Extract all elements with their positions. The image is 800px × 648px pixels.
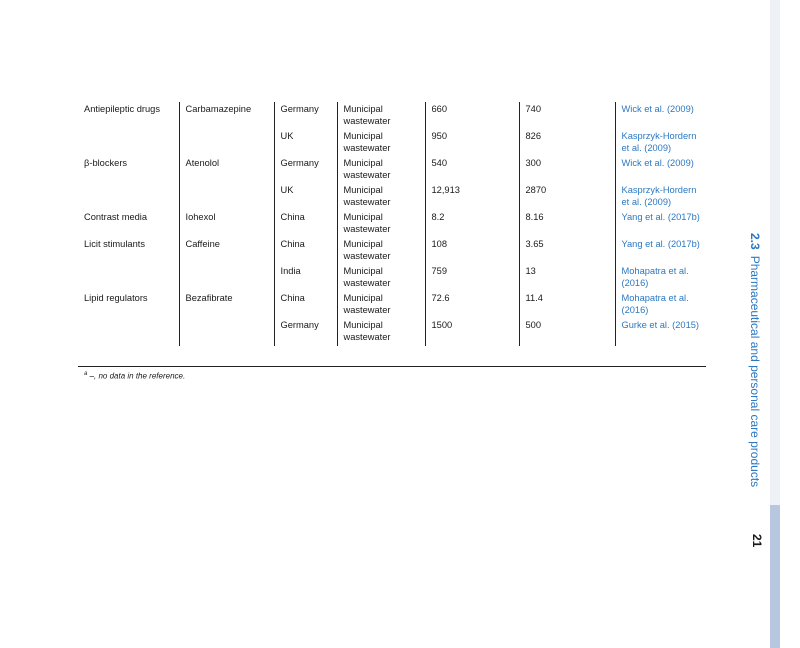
country-cell: UK [274,129,337,156]
table-row [78,318,706,346]
table-row [78,183,706,210]
compound-cell: Atenolol [179,156,274,183]
compound-cell: Carbamazepine [179,102,274,129]
compound-cell [179,318,274,346]
country-cell: UK [274,183,337,210]
value-b-cell: 740 [519,102,615,129]
category-cell [78,318,179,346]
country-cell: Germany [274,156,337,183]
value-b-cell: 2870 [519,183,615,210]
footnote-text: –, no data in the reference. [87,371,186,381]
source-cell: Municipal wastewater [337,183,425,210]
reference-link[interactable]: Mohapatra et al. (2016) [615,291,706,318]
value-a-cell: 12,913 [425,183,519,210]
reference-link[interactable]: Wick et al. (2009) [615,102,706,129]
country-cell: China [274,291,337,318]
value-a-cell: 759 [425,264,519,291]
source-cell: Municipal wastewater [337,264,425,291]
country-cell: Germany [274,318,337,346]
category-cell: Antiepileptic drugs [84,104,160,114]
category-cell [78,129,179,156]
category-cell: Licit stimulants [84,239,145,249]
table-row [78,237,706,264]
value-a-cell: 108 [425,237,519,264]
source-cell: Municipal wastewater [337,318,425,346]
value-b-cell: 11.4 [519,291,615,318]
table-row [78,102,706,129]
category-cell [78,183,179,210]
source-cell: Municipal wastewater [337,237,425,264]
compound-cell [179,183,274,210]
value-b-cell: 826 [519,129,615,156]
category-cell: Lipid regulators [84,293,148,303]
country-cell: China [274,237,337,264]
table-row [78,129,706,156]
table-row [78,210,706,237]
compound-cell [179,129,274,156]
value-a-cell: 950 [425,129,519,156]
compound-cell: Caffeine [179,237,274,264]
compound-cell: Iohexol [179,210,274,237]
value-a-cell: 8.2 [425,210,519,237]
compound-cell [179,264,274,291]
reference-link[interactable]: Gurke et al. (2015) [615,318,706,346]
data-table [78,102,706,346]
value-b-cell: 3.65 [519,237,615,264]
source-cell: Municipal wastewater [337,156,425,183]
country-cell: China [274,210,337,237]
reference-link[interactable]: Yang et al. (2017b) [615,210,706,237]
reference-link[interactable]: Kasprzyk-Hordern et al. (2009) [615,183,706,210]
reference-link[interactable]: Wick et al. (2009) [615,156,706,183]
value-a-cell: 660 [425,102,519,129]
value-a-cell: 72.6 [425,291,519,318]
side-thumb-tab [770,505,780,648]
value-b-cell: 13 [519,264,615,291]
source-cell: Municipal wastewater [337,129,425,156]
section-number: 2.3 [748,233,762,250]
source-cell: Municipal wastewater [337,102,425,129]
source-cell: Municipal wastewater [337,291,425,318]
country-cell: Germany [274,102,337,129]
reference-link[interactable]: Kasprzyk-Hordern et al. (2009) [615,129,706,156]
value-b-cell: 300 [519,156,615,183]
compound-cell: Bezafibrate [179,291,274,318]
value-a-cell: 1500 [425,318,519,346]
page-number: 21 [750,534,764,548]
reference-link[interactable]: Mohapatra et al. (2016) [615,264,706,291]
section-title: Pharmaceutical and personal care products [748,255,762,488]
value-b-cell: 8.16 [519,210,615,237]
table-row [78,291,706,318]
table-bottom-rule [78,366,706,367]
running-head [748,233,762,487]
footnote-marker: a [84,371,88,377]
table-row [78,156,706,183]
country-cell: India [274,264,337,291]
reference-link[interactable]: Yang et al. (2017b) [615,237,706,264]
table-row [78,264,706,291]
source-cell: Municipal wastewater [337,210,425,237]
table-footnote [84,371,185,381]
value-a-cell: 540 [425,156,519,183]
category-cell: β-blockers [84,158,128,168]
category-cell [78,264,179,291]
category-cell: Contrast media [84,212,148,222]
value-b-cell: 500 [519,318,615,346]
